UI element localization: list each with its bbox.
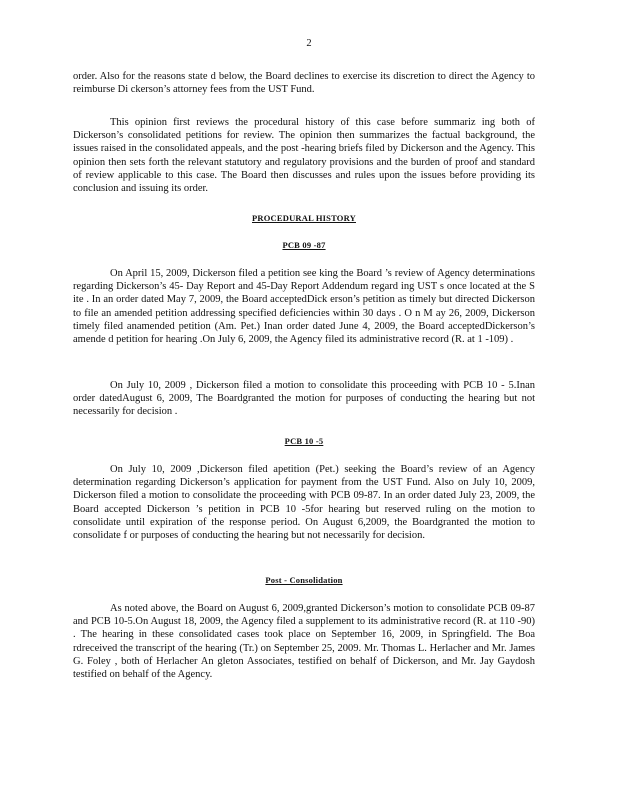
pcb-10-5-heading: PCB 10 -5 [284, 436, 324, 446]
post-consolidation-heading: Post - Consolidation [265, 575, 343, 585]
pcb-10-5-paragraph: On July 10, 2009 ,Dickerson filed apetition (Pet.) seeking the Board’s review of an Agency determination regarding Dickerson’s application for payment from the UST Fund. Also on July 10, 2009, Dickerson filed a motion to consolidate the proceeding with PCB 09-87. In an order dated July 23, 2009, the Board accepted Dickerson ’s petition in PCB 10 -5for hearing but reserved ruling on the motion to consolidate until expiration of the response period. On August 6,2009, the Boardgranted the motion to consolidate f or purposes of conducting the hearing but not necessarily for decision. [73, 464, 535, 542]
pcb-09-87-heading: PCB 09 -87 [282, 240, 326, 250]
intro-continuation-paragraph: order. Also for the reasons state d below, the Board declines to exercise its discretion to direct the Agency to reimburse Di ckerson’s attorney fees from the UST Fund. [73, 71, 535, 96]
pcb-09-87-paragraph-2: On July 10, 2009 , Dickerson filed a motion to consolidate this proceeding with PCB 10 - 5.Inan order datedAugust 6, 2009, The Boardgranted the motion for purposes of conducting the hearing but not necessarily for decision . [73, 380, 535, 418]
post-consolidation-paragraph: As noted above, the Board on August 6, 2009,granted Dickerson’s motion to consolidate PCB 09-87 and PCB 10-5.On August 18, 2009, the Agency filed a supplement to its administrative record (R. at 110 -90) . The hearing in these consolidated cases took place on September 16, 2009, in Springfield. The Boa rdreceived the transcript of the hearing (Tr.) on September 25, 2009. Mr. Thomas L. Herlacher and Mr. James G. Foley , both of Herlacher An gleton Associates, testified on behalf of Dickerson, and Mr. Jay Gaydosh testified on behalf of the Agency. [73, 603, 535, 681]
intro-overview-paragraph: This opinion first reviews the procedural history of this case before summariz ing both of Dickerson’s consolidated petitions for review. The opinion then summarizes the factual background, the issues raised in the consolidated appeals, and the post -hearing briefs filed by Dickerson and the Agency. This opinion then sets forth the relevant statutory and regulatory provisions and the burden of proof and standard of review applicable to this case. The Board then discusses and rules upon the issues before providing its conclusion and issuing its order. [73, 117, 535, 195]
procedural-history-heading: PROCEDURAL HISTORY [252, 213, 356, 223]
page-number: 2 [306, 38, 312, 49]
pcb-09-87-paragraph-1: On April 15, 2009, Dickerson filed a petition see king the Board ’s review of Agency determinations regarding Dickerson’s 45- Day Report and 45-Day Report Addendum regard ing UST s once located at the S ite . In an order dated May 7, 2009, the Board acceptedDick erson’s petition as timely but directed Dickerson to file an amended petition addressing specified deficiencies within 30 days . O n M ay 26, 2009, Dickerson timely filed anamended petition (Am. Pet.) Inan order dated June 4, 2009, the Board acceptedDickerson’s amende d petition for hearing .On July 6, 2009, the Agency filed its administrative record (R. at 1 -109) . [73, 268, 535, 346]
